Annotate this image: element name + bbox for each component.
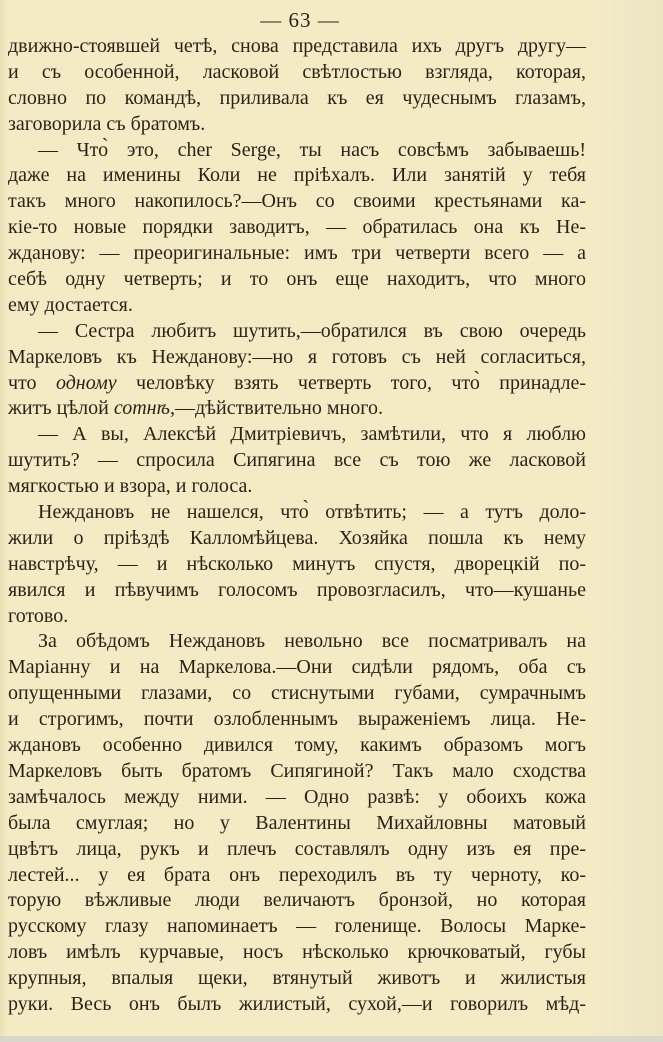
text-line bbox=[8, 396, 586, 422]
text-segment: мягкостью и взора, и голоса. bbox=[8, 475, 253, 498]
text-segment: лестей... у ея брата онъ переходилъ въ ту черноту, ко- bbox=[8, 863, 586, 886]
text-line bbox=[8, 526, 586, 552]
text-line bbox=[8, 345, 586, 371]
text-segment: движно-стоявшей четѣ, снова представила ихъ другъ другу— bbox=[8, 35, 586, 57]
text-segment: замѣчалось между ними. — Одно развѣ: у обоихъ кожа bbox=[8, 785, 586, 808]
text-line bbox=[8, 888, 586, 914]
text-line bbox=[8, 785, 586, 811]
text-segment: — А вы, Алексѣй Дмитріевичъ, замѣтили, что я люблю bbox=[38, 423, 586, 446]
text-line bbox=[8, 474, 586, 500]
text-segment: цвѣтъ лица, рукъ и плечъ составлялъ одну изъ ея пре- bbox=[8, 837, 586, 860]
text-line bbox=[8, 371, 586, 397]
text-segment: крупныя, впалыя щеки, втянутый животъ и жилистыя bbox=[8, 967, 586, 990]
text-segment: русскому глазу напоминаетъ — голенище. Волосы Марке- bbox=[8, 915, 586, 938]
text-segment: кіе-то новые порядки заводитъ, — обратилась она къ Не- bbox=[8, 216, 586, 239]
text-segment: жданову: — преоригинальные: имъ три четверти всего — а bbox=[8, 242, 586, 265]
text-line bbox=[8, 215, 586, 241]
text-line bbox=[8, 163, 586, 189]
text-line bbox=[8, 733, 586, 759]
text-line bbox=[8, 604, 586, 630]
text-segment: торую вѣжливые люди величаютъ бронзой, но которая bbox=[8, 889, 586, 912]
text-segment: ему достается. bbox=[8, 293, 133, 316]
text-line bbox=[8, 992, 586, 1018]
text-line bbox=[8, 759, 586, 785]
text-segment: и строгимъ, почти озлобленнымъ выраженіемъ лица. Не- bbox=[8, 708, 586, 731]
text-segment: что bbox=[8, 371, 56, 394]
text-segment: опущенными глазами, со стиснутыми губами, сумрачнымъ bbox=[8, 682, 586, 705]
text-line bbox=[8, 578, 586, 604]
text-segment: ,—дѣйствительно много. bbox=[169, 397, 383, 420]
page-number: — 63 — bbox=[260, 8, 340, 32]
text-segment: — Сестра любитъ шутить,—обратился въ свою очередь bbox=[38, 319, 586, 342]
text-line bbox=[8, 629, 586, 655]
text-line bbox=[8, 267, 586, 293]
text-line bbox=[8, 293, 586, 319]
text-segment: шутить? — спросила Сипягина все съ тою же ласковой bbox=[8, 449, 586, 472]
text-segment: Неждановъ не нашелся, что̀ отвѣтить; — а тутъ доло- bbox=[38, 501, 586, 524]
text-segment: ловъ имѣлъ курчавые, носъ нѣсколько крючковатый, губы bbox=[8, 941, 586, 964]
text-segment: За обѣдомъ Неждановъ невольно все посматривалъ на bbox=[38, 630, 586, 653]
italic-text: сотнѣ bbox=[113, 397, 170, 420]
text-segment: явился и пѣвучимъ голосомъ провозгласилъ, что—кушанье bbox=[8, 578, 586, 601]
text-line bbox=[8, 863, 586, 889]
text-segment: была смуглая; но у Валентины Михайловны матовый bbox=[8, 811, 586, 834]
text-line bbox=[8, 60, 586, 86]
text-line bbox=[8, 86, 586, 112]
text-segment: Маркеловъ къ Нежданову:—но я готовъ съ ней согласиться, bbox=[8, 345, 586, 368]
text-line bbox=[8, 138, 586, 164]
text-line bbox=[8, 940, 586, 966]
text-segment: словно по командѣ, приливала къ ея чудеснымъ глазамъ, bbox=[8, 86, 586, 109]
text-segment: навстрѣчу, — и нѣсколько минутъ спустя, дворецкій по- bbox=[8, 552, 586, 575]
text-segment: даже на именины Коли не пріѣхалъ. Или занятій у тебя bbox=[8, 164, 586, 187]
text-segment: Маріанну и на Маркелова.—Они сидѣли рядомъ, оба съ bbox=[8, 656, 586, 679]
text-line bbox=[8, 655, 586, 681]
text-line bbox=[8, 241, 586, 267]
text-segment: готово. bbox=[8, 604, 69, 627]
text-line bbox=[8, 112, 586, 138]
text-segment: человѣку взять четверть того, что̀ принадле- bbox=[116, 371, 586, 394]
scan-bottom-edge bbox=[0, 1036, 663, 1042]
text-segment: себѣ одну четверть; и то онъ еще находитъ, что много bbox=[8, 268, 586, 291]
text-line bbox=[8, 552, 586, 578]
text-segment: жили о пріѣздѣ Калломѣйцева. Хозяйка пошла къ нему bbox=[8, 526, 586, 549]
text-segment: и съ особенной, ласковой свѣтлостью взгляда, которая, bbox=[8, 60, 586, 83]
text-segment: ждановъ особенно дивился тому, какимъ образомъ могъ bbox=[8, 734, 586, 757]
text-line bbox=[8, 500, 586, 526]
text-segment: — Что̀ это, cher Serge, ты насъ совсѣмъ забываешь! bbox=[38, 138, 586, 161]
text-segment: руки. Весь онъ былъ жилистый, сухой,—и говорилъ мѣд- bbox=[8, 992, 586, 1015]
text-segment: заговорила съ братомъ. bbox=[8, 112, 206, 135]
text-line bbox=[8, 448, 586, 474]
text-line bbox=[8, 319, 586, 345]
italic-text: одному bbox=[55, 371, 117, 394]
text-line bbox=[8, 189, 586, 215]
text-line bbox=[8, 34, 586, 60]
text-line bbox=[8, 681, 586, 707]
body-text bbox=[8, 34, 586, 1018]
text-line bbox=[8, 422, 586, 448]
text-segment: житъ цѣлой bbox=[8, 397, 114, 420]
text-segment: Маркеловъ быть братомъ Сипягиной? Такъ мало сходства bbox=[8, 759, 586, 782]
text-line bbox=[8, 914, 586, 940]
text-line bbox=[8, 707, 586, 733]
text-line bbox=[8, 837, 586, 863]
text-segment: такъ много накопилось?—Онъ со своими крестьянами ка- bbox=[8, 190, 586, 213]
text-line bbox=[8, 811, 586, 837]
text-line bbox=[8, 966, 586, 992]
